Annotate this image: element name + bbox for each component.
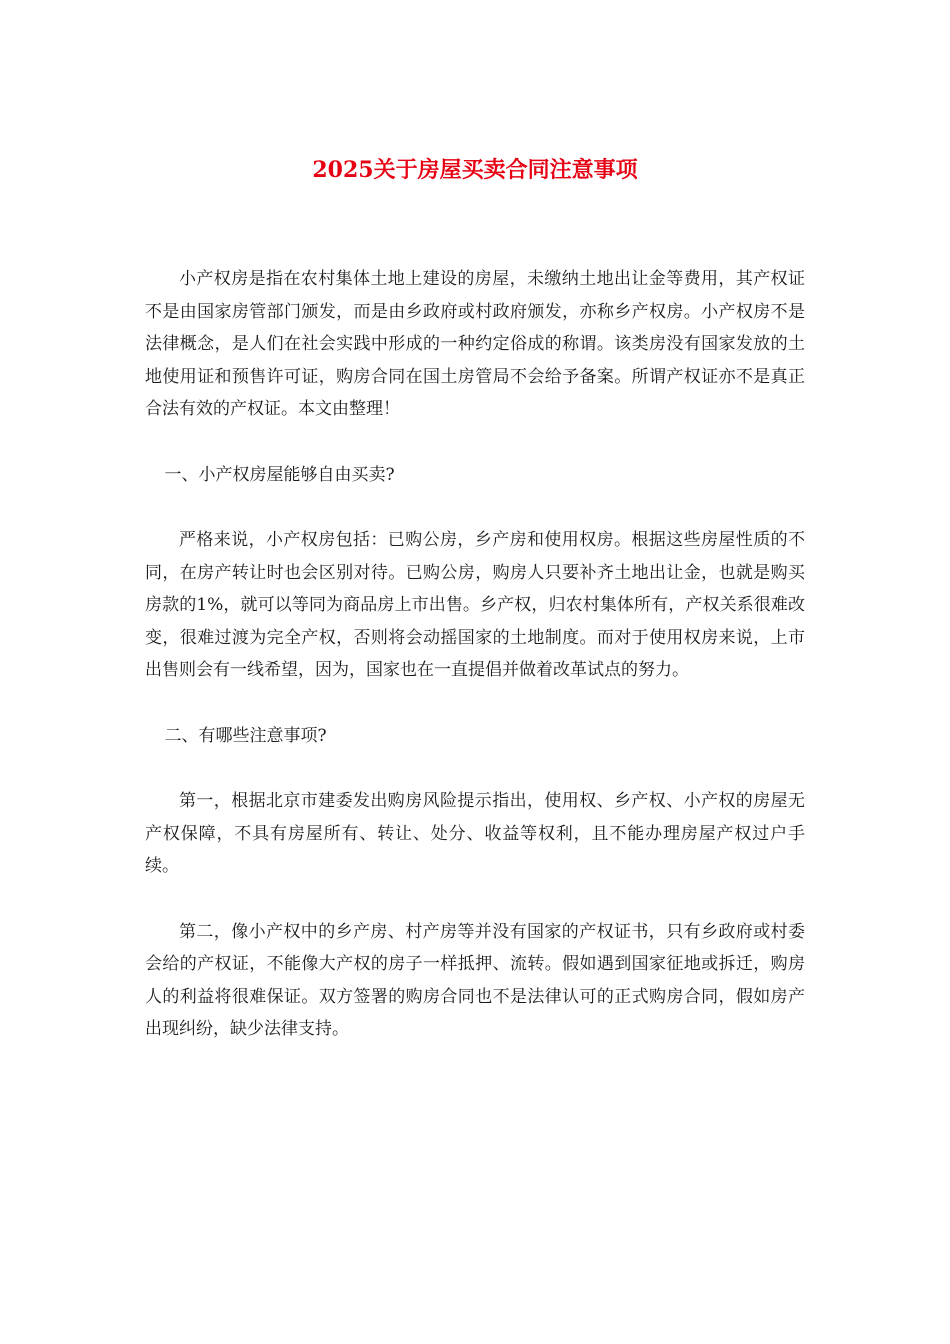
section-heading-1: 一、小产权房屋能够自由买卖? bbox=[164, 464, 395, 485]
paragraph-point-1: 第一，根据北京市建委发出购房风险提示指出，使用权、乡产权、小产权的房屋无产权保障，不具有房屋所有、转让、处分、收益等权利，且不能办理房屋产权过户手续。 bbox=[145, 791, 805, 876]
section-heading-2: 二、有哪些注意事项? bbox=[164, 725, 327, 746]
paragraph-intro: 小产权房是指在农村集体土地上建设的房屋，未缴纳土地出让金等费用，其产权证不是由国家房管部门颁发，而是由乡政府或村政府颁发，亦称乡产权房。小产权房不是法律概念，是人们在社会实践中形成的一种约定俗成的称谓。该类房没有国家发放的土地使用证和预售许可证，购房合同在国土房管局不会给予备案。所谓产权证亦不是真正合法有效的产权证。本文由整理！ bbox=[145, 269, 805, 419]
paragraph-section-1: 严格来说，小产权房包括：已购公房，乡产房和使用权房。根据这些房屋性质的不同，在房产转让时也会区别对待。已购公房，购房人只要补齐土地出让金，也就是购买房款的1%，就可以等同为商品房上市出售。乡产权，归农村集体所有，产权关系很难改变，很难过渡为完全产权，否则将会动摇国家的土地制度。而对于使用权房来说，上市出售则会有一线希望，因为，国家也在一直提倡并做着改革试点的努力。 bbox=[145, 530, 805, 680]
document-title: 2025关于房屋买卖合同注意事项 bbox=[312, 157, 638, 183]
paragraph-point-2: 第二，像小产权中的乡产房、村产房等并没有国家的产权证书，只有乡政府或村委会给的产权证，不能像大产权的房子一样抵押、流转。假如遇到国家征地或拆迁，购房人的利益将很难保证。双方签署的购房合同也不是法律认可的正式购房合同，假如房产出现纠纷，缺少法律支持。 bbox=[145, 921, 805, 1039]
document-body bbox=[145, 263, 805, 1079]
